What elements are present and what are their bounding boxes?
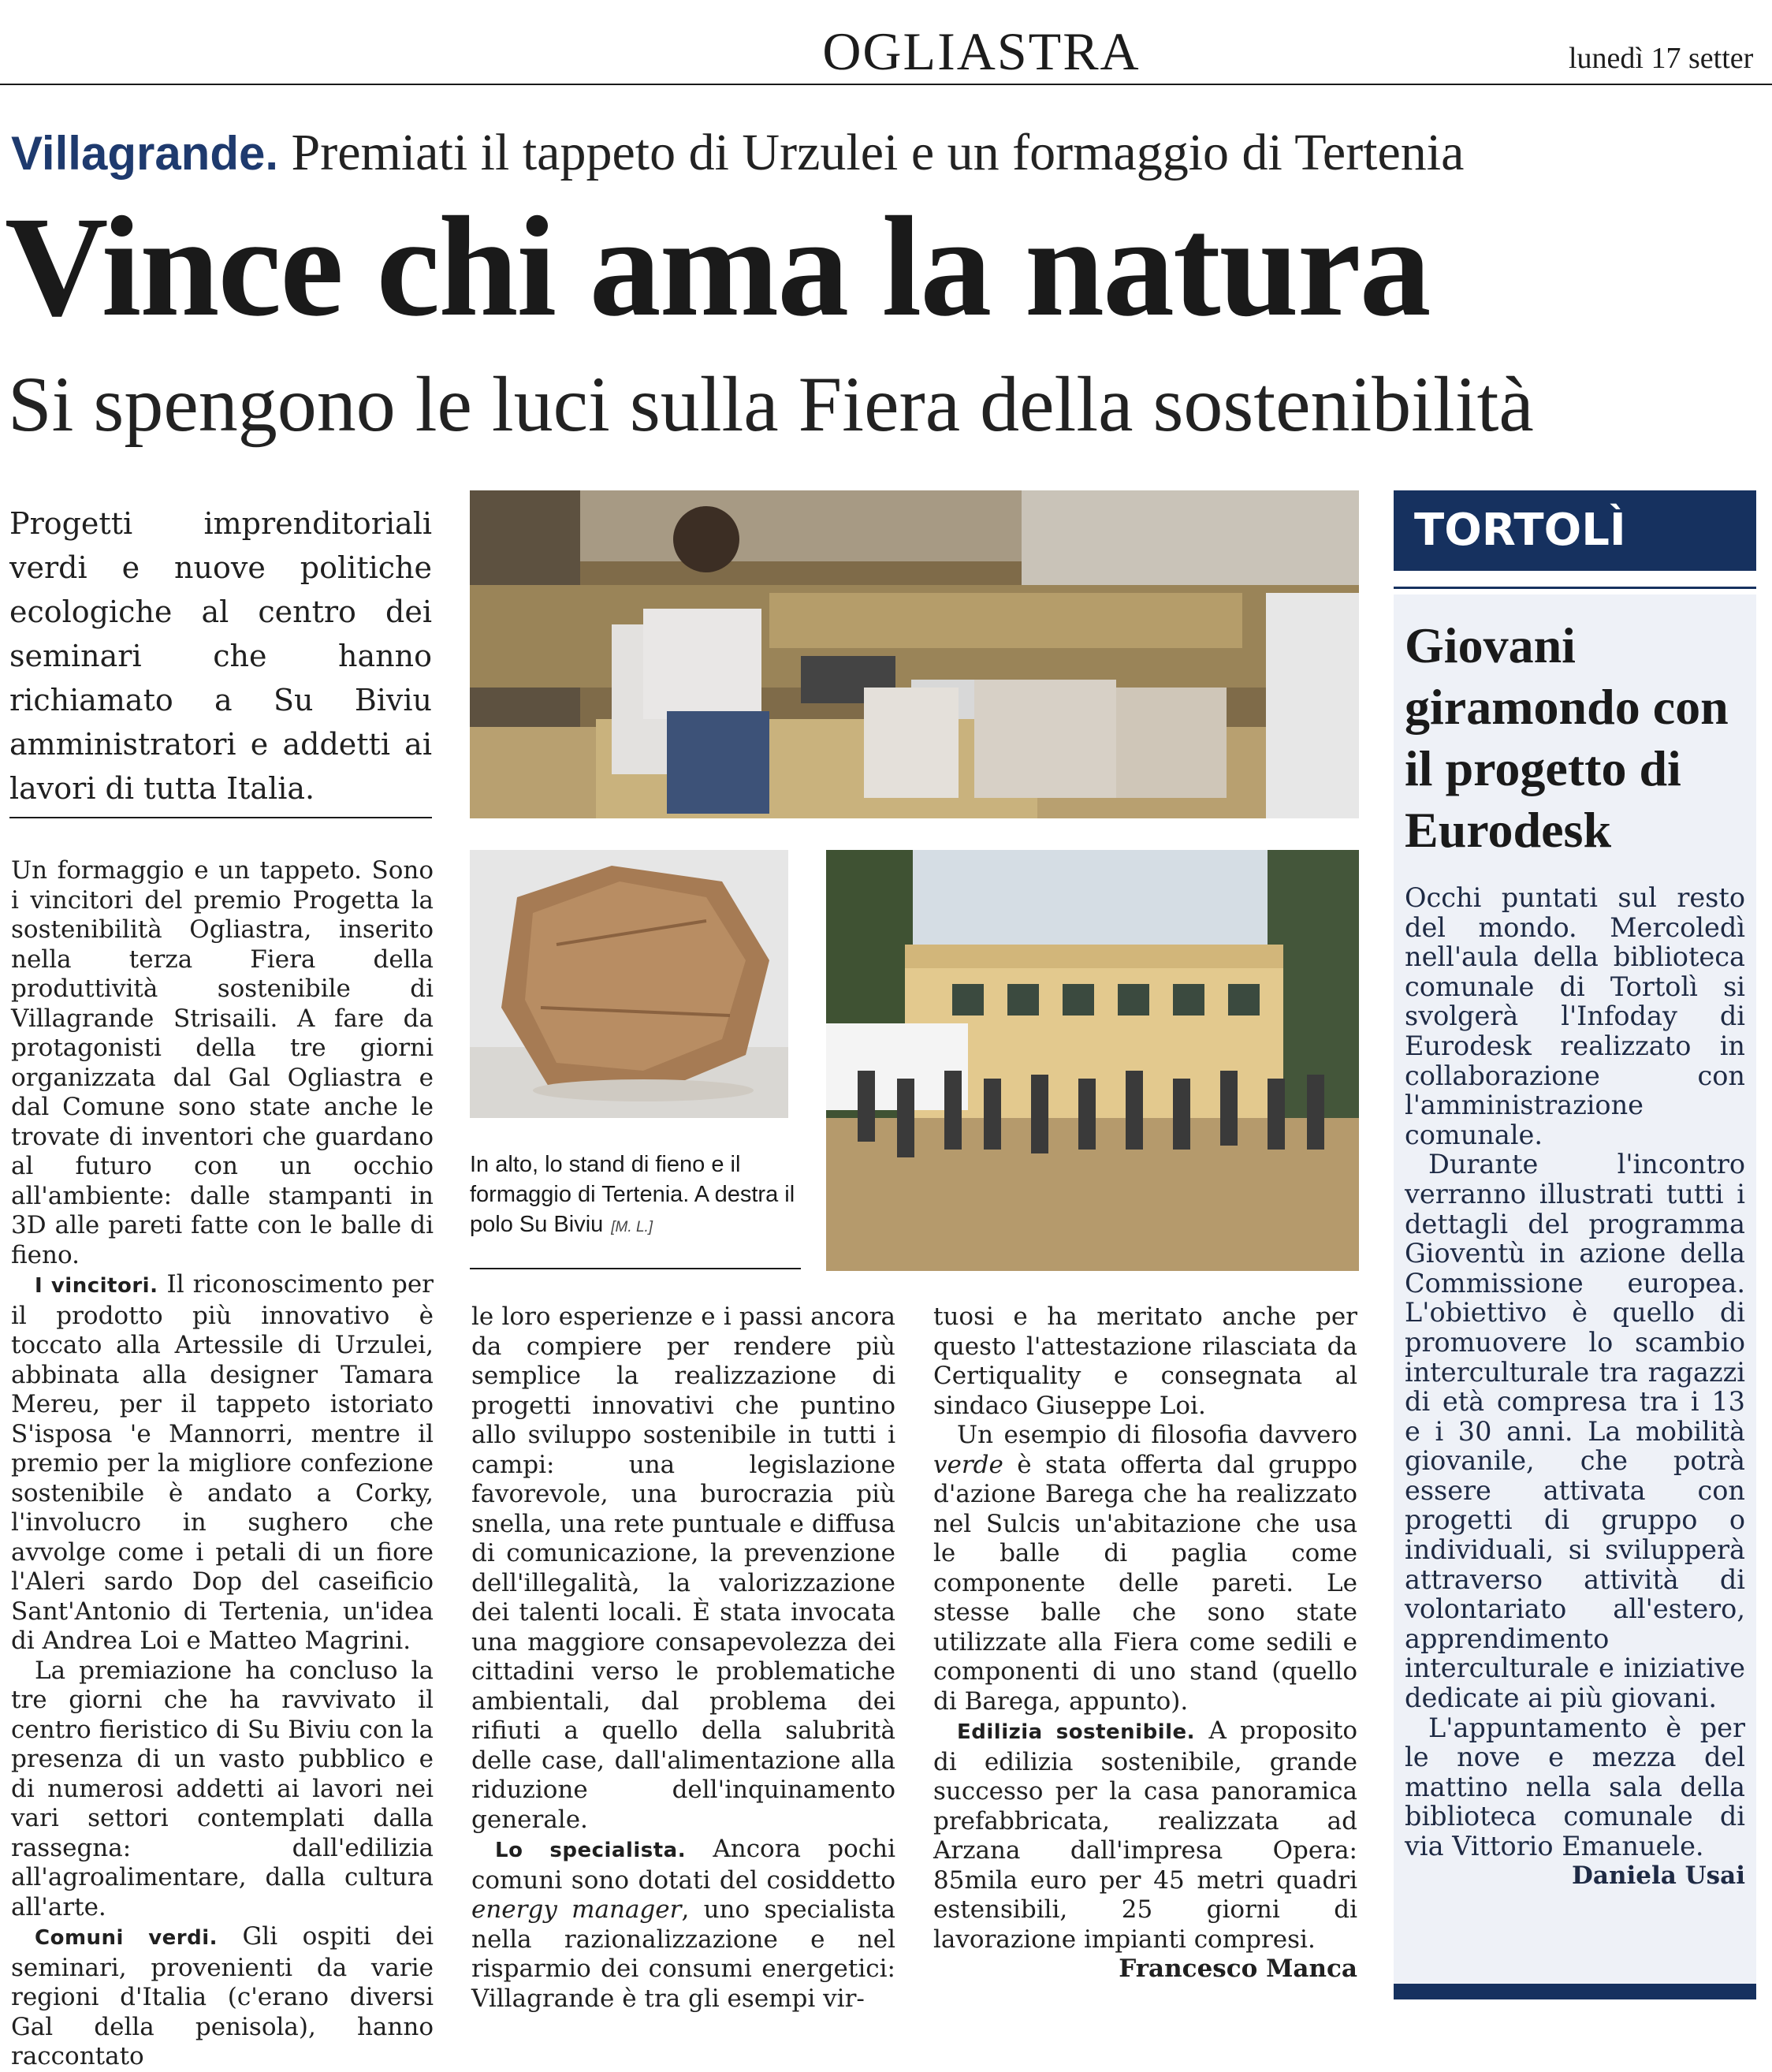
publication-date: lunedì 17 setter (1569, 42, 1754, 75)
sidebar-rule (1394, 587, 1756, 589)
section-title: OGLIASTRA (822, 21, 1141, 81)
sidebar-bottom-bar (1394, 1984, 1756, 1999)
headline-title: Vince chi ama la natura (5, 188, 1430, 346)
col3-paragraph-3 (933, 1716, 1357, 1955)
photo-credit: [M. L.] (611, 1219, 653, 1235)
col3-emphasis: verde (933, 1450, 1003, 1479)
photo-su-biviu (826, 850, 1359, 1271)
col1-paragraph-4-text: Gli ospiti dei seminari, provenienti da varie regioni d'Italia (c'erano diversi Gal della penisola), hanno raccontato (11, 1922, 434, 2070)
sidebar-title: Giovani giramondo con il progetto di Eurodesk (1405, 617, 1729, 858)
col2-paragraph-2 (471, 1835, 895, 2014)
caption-rule (470, 1268, 801, 1269)
article-column-1 (11, 856, 434, 2072)
photo-cheese (470, 850, 788, 1118)
col2-emphasis: energy manager (471, 1895, 682, 1924)
col3-paragraph-1: tuosi e ha meritato anche per questo l'attestazione rilasciata da Certiquality e consegnata al sindaco Giuseppe Loi. (933, 1302, 1357, 1420)
photo-caption-text: In alto, lo stand di fieno e il formaggio di Tertenia. A destra il polo Su Biviu (470, 1152, 795, 1237)
col1-paragraph-4 (11, 1922, 434, 2072)
col1-paragraph-1: Un formaggio e un tappeto. Sono i vincitori del premio Progetta la sostenibilità Ogliastra, inserito nella terza Fiera della produttività sostenibile di Villagrande Strisaili. A fare da protagonisti della tre giorni organizzata dal Gal Ogliastra e dal Comune sono state anche le trovate di inventori che guardano al futuro con un occhio all'ambiente: dalle stampanti in 3D alle pareti fatte con le balle di fieno. (11, 856, 434, 1269)
sidebar-paragraph-1: Occhi puntati sul resto del mondo. Mercoledì nell'aula della biblioteca comunale di Tortolì si svolgerà l'Infoday di Eurodesk realizzato in collaborazione con l'amministrazione comunale. (1405, 882, 1745, 1150)
kicker-place: Villagrande. (11, 127, 279, 180)
headline-subtitle: Si spengono le luci sulla Fiera della sostenibilità (8, 360, 1534, 448)
lead-rule (9, 817, 432, 818)
sidebar-paragraph-2: Durante l'incontro verranno illustrati tutti i dettagli del programma Gioventù in azione della Commissione europea. L'obiettivo è quello di promuovere lo scambio interculturale tra ragazzi di età compresa tra i 13 e i 30 anni. La mobilità giovanile, che potrà essere attivata con progetti di gruppo o individuali, si svilupperà attraverso attività di volontariato all'estero, apprendimento interculturale e iniziative dedicate ai più giovani. (1405, 1149, 1745, 1714)
sidebar-section-label: TORTOLÌ (1394, 490, 1756, 571)
subhead-comuni-verdi: Comuni verdi. (35, 1926, 218, 1950)
subhead-lo-specialista: Lo specialista. (495, 1839, 687, 1862)
sidebar-paragraph-3: L'appuntamento è per le nove e mezza del mattino nella sala della biblioteca comunale di via Vittorio Emanuele. (1405, 1712, 1745, 1861)
col1-paragraph-2-text: Il riconoscimento per il prodotto più innovativo è toccato alla Artessile di Urzulei, abbinata alla designer Tamara Mereu, per il tappeto istoriato S'isposa 'e Mannorri, mentre il premio per la migliore confezione sostenibile è andato a Corky, l'involucro in sughero che avvolge come i petali di un fiore l'Aleri sardo Dop del caseificio Sant'Antonio di Tertenia, un'idea di Andrea Loi e Matteo Magrini. (11, 1270, 434, 1655)
col3-paragraph-2 (933, 1421, 1357, 1716)
col2-paragraph-1: le loro esperienze e i passi ancora da compiere per rendere più semplice la realizzazione di progetti innovativi che puntino allo sviluppo sostenibile in tutti i campi: una legislazione favorevole, una burocrazia più snella, una rete puntuale e diffusa di comunicazione, la prevenzione dell'illegalità, la valorizzazione dei talenti locali. È stata invocata una maggiore consapevolezza dei cittadini verso le problematiche ambientali, dal problema dei rifiuti a quello della salubrità delle case, dall'alimentazione alla riduzione dell'inquinamento generale. (471, 1302, 895, 1834)
header-rule (0, 84, 1772, 85)
photo-hay-stand (470, 490, 1359, 818)
article-column-2 (471, 1302, 895, 2014)
col1-paragraph-2 (11, 1270, 434, 1656)
article-column-3 (933, 1302, 1357, 1984)
col3-paragraph-3-text: A proposito di edilizia sostenibile, grande successo per la casa panoramica prefabbricata, realizzata ad Arzana dall'impresa Opera: 85mila euro per 45 metri quadri estensibili, 25 giorni di lavorazione impianti compresi. (933, 1716, 1358, 1954)
sidebar-byline: Daniela Usai (1571, 1861, 1745, 1890)
headline-kicker (11, 123, 1464, 183)
col3-paragraph-2-text-a: Un esempio di filosofia davvero (957, 1421, 1357, 1449)
kicker-text: Premiati il tappeto di Urzulei e un formaggio di Tertenia (278, 124, 1465, 181)
col2-paragraph-2-text-b: , uno specialista nella razionalizzazione e nel risparmio dei consumi energetici: Villagrande è tra gli esempi vir- (471, 1895, 895, 2013)
article-byline: Francesco Manca (1119, 1955, 1357, 1983)
col3-paragraph-2-text-b: è stata offerta dal gruppo d'azione Barega che ha realizzato nel Sulcis un'abitazione che usa le balle di paglia come componente delle pareti. Le stesse balle che sono state utilizzate alla Fiera come sedili e componenti di uno stand (quello di Barega, appunto). (933, 1450, 1357, 1716)
col2-paragraph-2-text-a: Ancora pochi comuni sono dotati del cosiddetto (471, 1835, 895, 1895)
subhead-vincitori: I vincitori. (35, 1274, 158, 1298)
article-lead: Progetti imprenditoriali verdi e nuove politiche ecologiche al centro dei seminari che hanno richiamato a Su Biviu amministratori e addetti ai lavori di tutta Italia. (9, 506, 432, 806)
col1-paragraph-3: La premiazione ha concluso la tre giorni che ha ravvivato il centro fieristico di Su Biviu con la presenza di un vasto pubblico e di numerosi addetti ai lavori nei vari settori contemplati dalla rassegna: dall'edilizia all'agroalimentare, dalla cultura all'arte. (11, 1656, 434, 1921)
sidebar-body (1405, 883, 1745, 1891)
subhead-edilizia-sostenibile: Edilizia sostenibile. (957, 1720, 1196, 1744)
photo-caption (470, 1150, 801, 1243)
